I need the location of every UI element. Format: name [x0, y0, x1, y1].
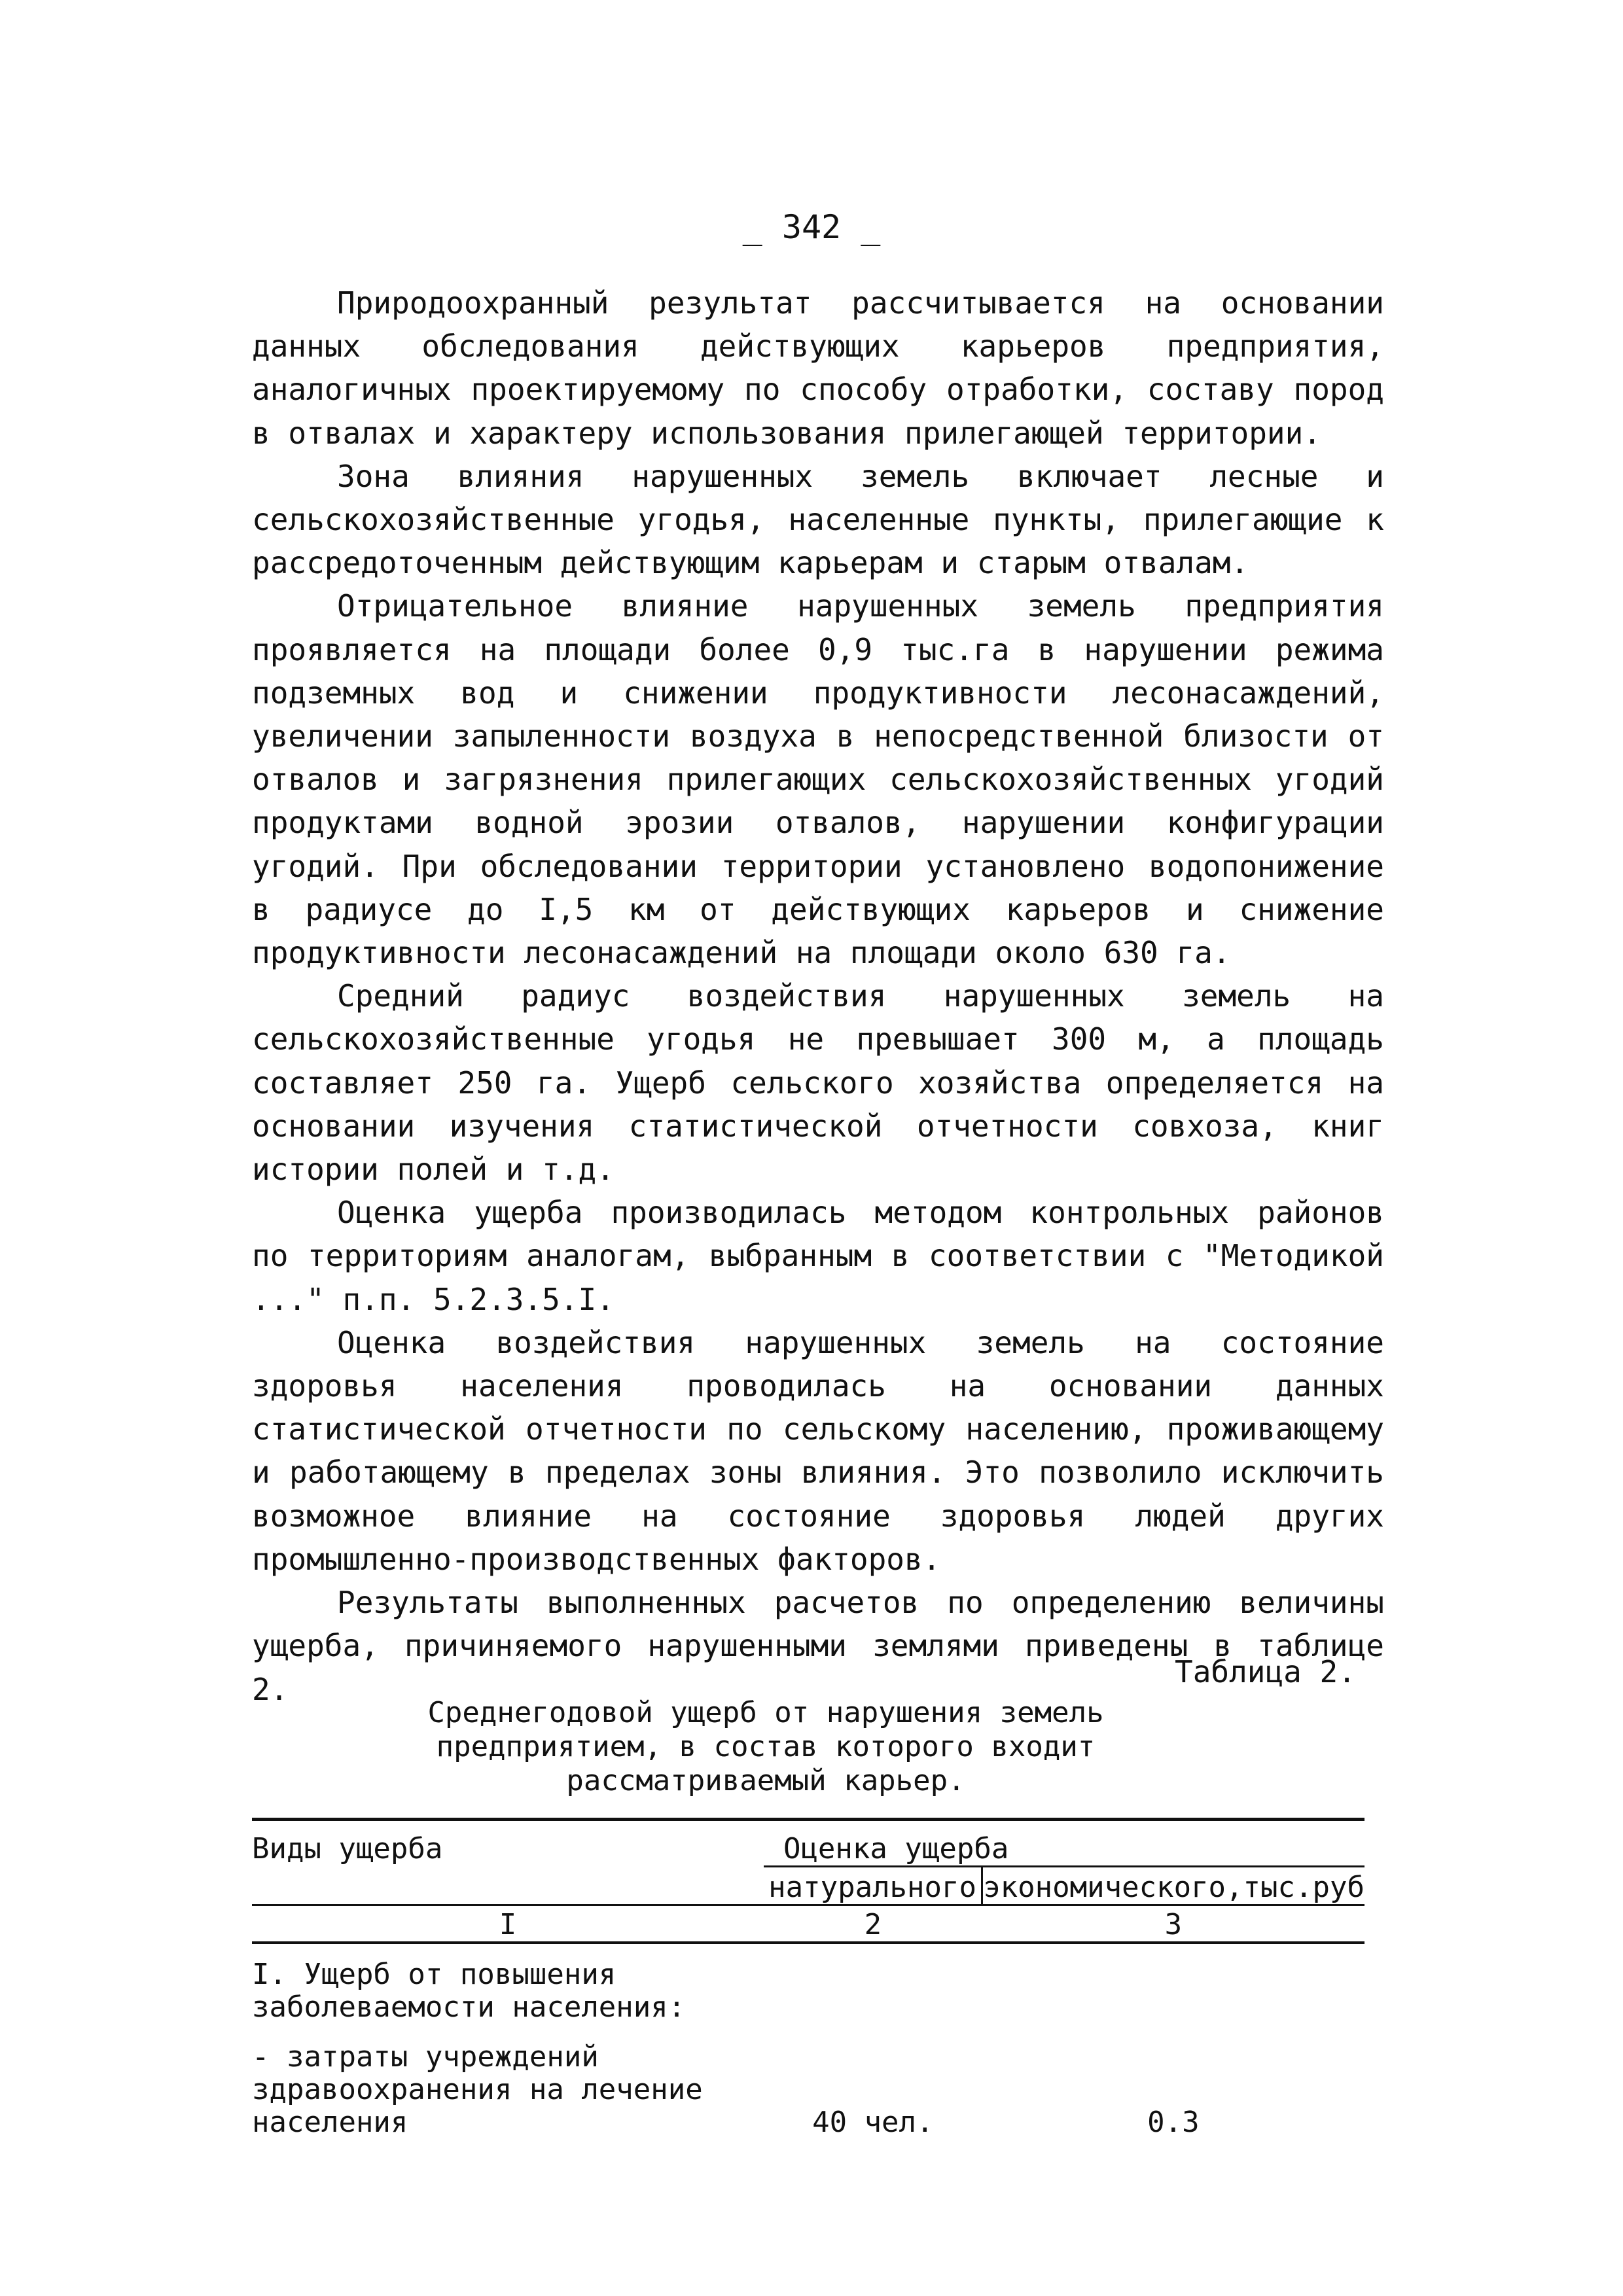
paragraph-7: Результаты выполненных расчетов по определению величины ущерба, причиняемого нарушенными землями приведены в таблице 2.	[252, 1585, 1384, 1707]
paragraph-6: Оценка воздействия нарушенных земель на состояние здоровья населения проводилась на основании данных статистической отчетности по сельскому населению, проживающему и работающему в пределах зоны влияния. Это позволило исключить возможное влияние на состояние здоровья людей других промышленно-производственных факторов.	[252, 1324, 1384, 1577]
row-economic-value	[982, 1943, 1364, 2024]
paragraph-5: Оценка ущерба производилась методом контрольных районов по территориям аналогам, выбранным в соответствии с "Методикой ..." п.п. 5.2.3.5.I.	[252, 1195, 1384, 1317]
column-number-3: 3	[982, 1905, 1364, 1943]
row-economic-value: 0.3	[1147, 2106, 1200, 2139]
column-number-1: I	[252, 1905, 764, 1943]
table-label: Таблица 2.	[1175, 1654, 1356, 1689]
header-natural: натурального	[768, 1871, 977, 1904]
paragraph-3: Отрицательное влияние нарушенных земель предприятия проявляется на площади более 0,9 тыс.га в нарушении режима подземных вод и снижении продуктивности лесонасаждений, увеличении запыленности воздуха в непосредственной близости от отвалов и загрязнения прилегающих сельскохозяйственных угодий продуктами водной эрозии отвалов, нарушении конфигурации угодий. При обследовании территории установлено водопонижение в радиусе до I,5 км от действующих карьеров и снижение продуктивности лесонасаждений на площади около 630 га.	[252, 588, 1384, 971]
page-number: _ 342 _	[742, 208, 881, 246]
row-label: - затраты учреждений здравоохранения на лечение населения	[252, 2040, 703, 2139]
column-number-2: 2	[764, 1905, 982, 1943]
body-text	[252, 281, 1384, 1711]
paragraph-4: Средний радиус воздействия нарушенных земель на сельскохозяйственные угодья не превышает 300 м, а площадь составляет 250 га. Ущерб сельского хозяйства определяется на основании изучения статистической отчетности совхоза, книг истории полей и т.д.	[252, 978, 1384, 1188]
header-economic: экономического,тыс.руб	[982, 1867, 1364, 1905]
header-damage-assessment: Оценка ущерба	[764, 1820, 1364, 1867]
damage-table	[252, 1818, 1364, 2139]
table-header-row	[252, 1820, 1364, 1867]
row-natural-value: 40 чел.	[812, 2106, 934, 2139]
row-natural-value	[764, 1943, 982, 2024]
table-caption: Среднегодовой ущерб от нарушения земель предприятием, в состав которого входит рассматриваемый карьер.	[427, 1696, 1104, 1797]
table-row	[252, 2024, 1364, 2139]
paragraph-1: Природоохранный результат рассчитывается на основании данных обследования действующих карьеров предприятия, аналогичных проектируемому по способу отработки, составу пород в отвалах и характеру использования прилегающей территории.	[252, 285, 1384, 451]
table-row	[252, 1943, 1364, 2024]
paragraph-2: Зона влияния нарушенных земель включает лесные и сельскохозяйственные угодья, населенные пункты, прилегающие к рассредоточенным действующим карьерам и старым отвалам.	[252, 458, 1384, 581]
column-number-row	[252, 1905, 1364, 1943]
header-damage-types: Виды ущерба	[252, 1820, 764, 1905]
row-label: I. Ущерб от повышения заболеваемости населения:	[252, 1958, 686, 2024]
